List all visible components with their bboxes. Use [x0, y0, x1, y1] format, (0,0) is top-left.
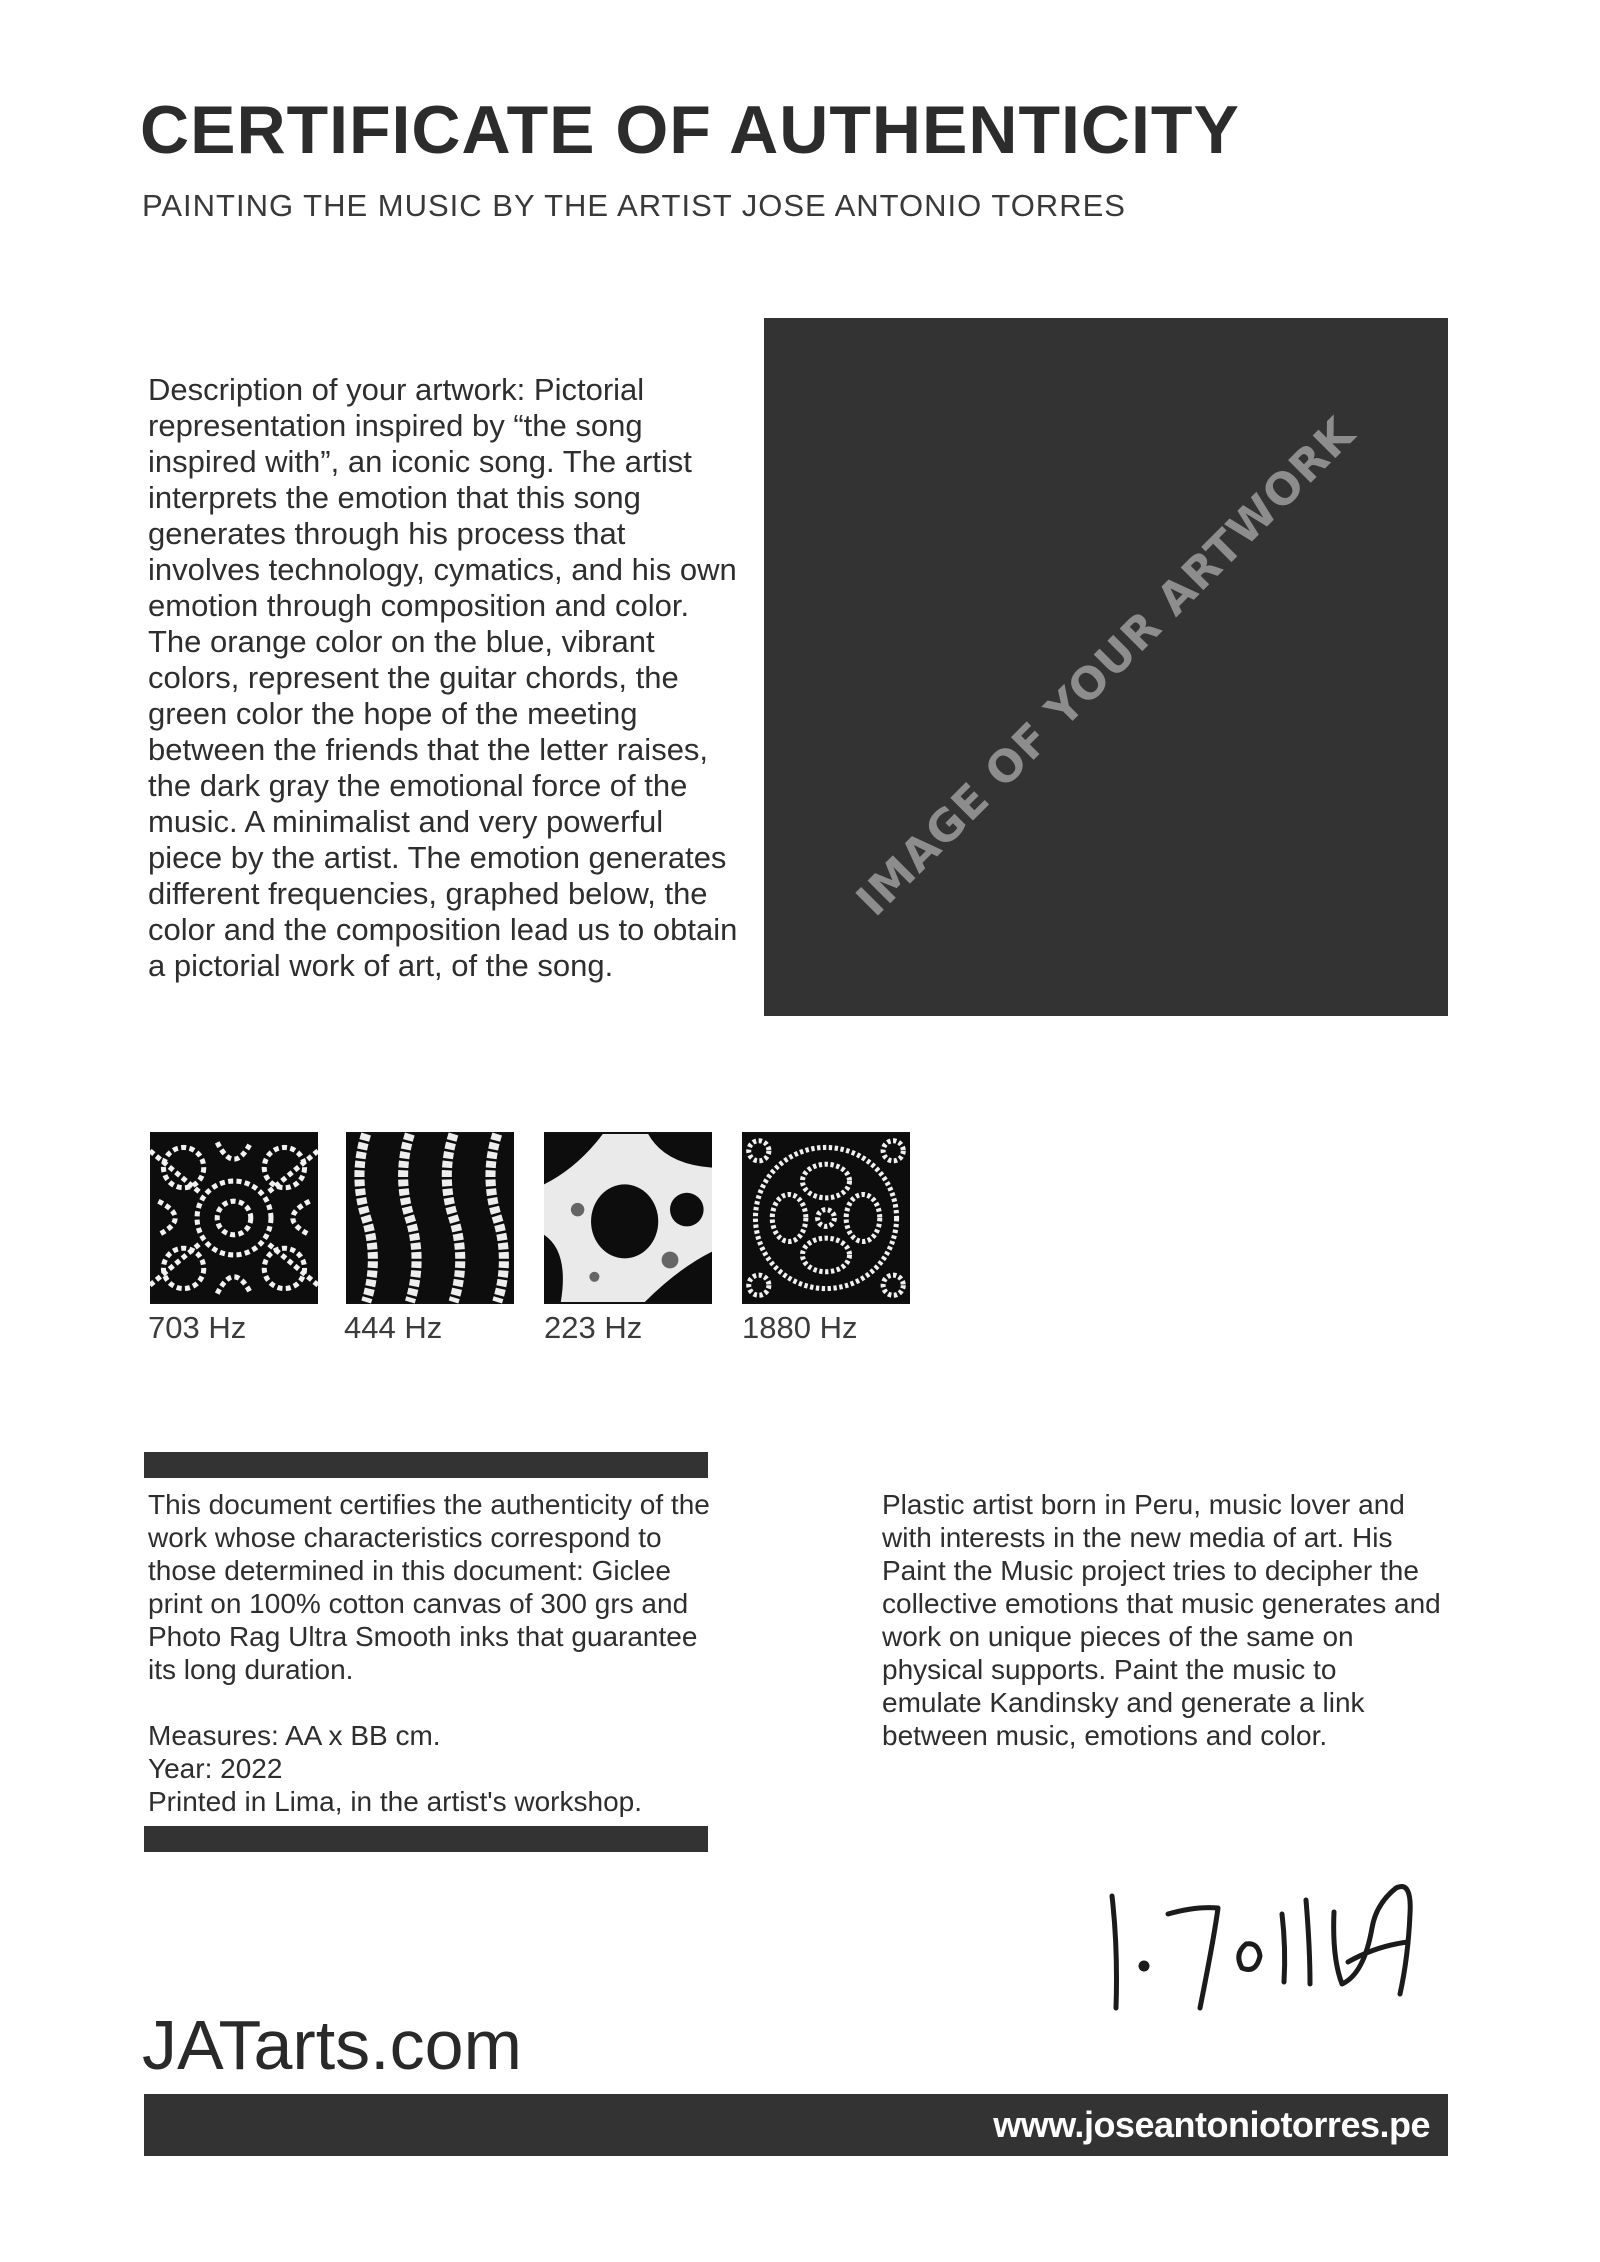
cymatics-223-graphic	[544, 1132, 712, 1304]
printed-line: Printed in Lima, in the artist's workshop.	[148, 1786, 643, 1817]
artwork-description: Description of your artwork: Pictorial representation inspired by “the song inspired with”, an iconic song. The artist interprets the emotion that this song generates through his process that involves technology, cymatics, and his own emotion through composition and color. The orange color on the blue, vibrant colors, represent the guitar chords, the green color the hope of the meeting between the friends that the letter raises, the dark gray the emotional force of the music. A minimalist and very powerful piece by the artist. The emotion generates different frequencies, graphed below, the color and the composition lead us to obtain a pictorial work of art, of the song.	[148, 372, 738, 983]
section-divider	[144, 1826, 708, 1852]
cymatics-703-graphic	[150, 1132, 318, 1304]
website-url[interactable]: www.joseantoniotorres.pe	[993, 2104, 1430, 2145]
section-divider	[144, 1452, 708, 1478]
frequency-label: 1880 Hz	[742, 1310, 858, 1345]
artist-signature	[1096, 1858, 1476, 2028]
cymatics-pattern-image	[346, 1132, 514, 1304]
frequency-label: 223 Hz	[544, 1310, 643, 1345]
measures-line: Measures: AA x BB cm.	[148, 1720, 441, 1751]
cymatics-1880-graphic	[742, 1132, 910, 1304]
artwork-image-placeholder	[764, 318, 1448, 1016]
artwork-placeholder-label: IMAGE OF YOUR ARTWORK	[846, 407, 1366, 927]
certification-text: This document certifies the authenticity of the work whose characteristics correspond to those determined in this document: Giclee print on 100% cotton canvas of 300 grs and Photo Rag Ultra Smooth inks that guarantee its long duration.	[148, 1489, 710, 1685]
frequency-label: 444 Hz	[344, 1310, 443, 1345]
artist-bio: Plastic artist born in Peru, music lover and with interests in the new media of art. His Paint the Music project tries to decipher the collective emotions that music generates and work on unique pieces of the same on physical supports. Paint the music to emulate Kandinsky and generate a link between music, emotions and color.	[882, 1489, 1441, 1751]
certification-block	[148, 1488, 728, 1818]
cymatics-pattern-image	[150, 1132, 318, 1304]
certificate-subtitle: PAINTING THE MUSIC BY THE ARTIST JOSE ANTONIO TORRES	[142, 188, 1126, 223]
cymatics-pattern-image	[544, 1132, 712, 1304]
frequency-label: 703 Hz	[148, 1310, 247, 1345]
year-line: Year: 2022	[148, 1753, 283, 1784]
certificate-title: CERTIFICATE OF AUTHENTICITY	[140, 92, 1240, 168]
footer-bar	[144, 2094, 1448, 2156]
cymatics-444-graphic	[346, 1132, 514, 1304]
cymatics-pattern-image	[742, 1132, 910, 1304]
brand-name: JATarts.com	[142, 2006, 522, 2084]
